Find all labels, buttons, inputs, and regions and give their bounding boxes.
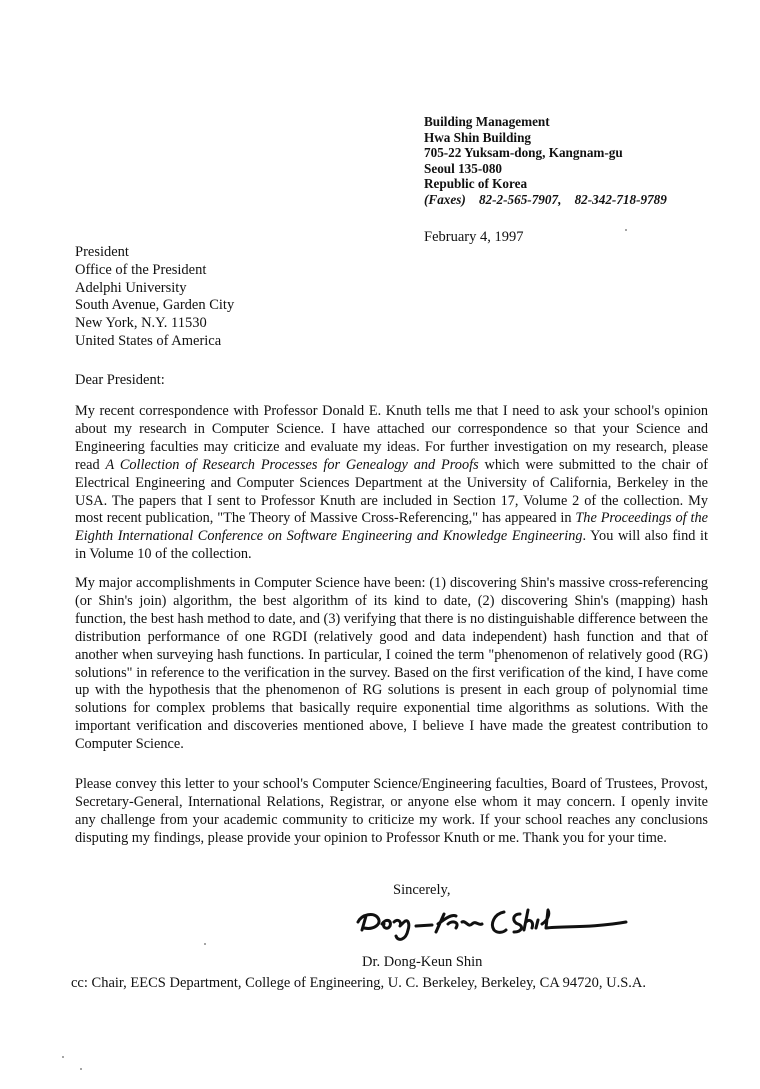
cc-line: cc: Chair, EECS Department, College of Engineering, U. C. Berkeley, Berkeley, CA 94720, U.S.A. [71, 975, 647, 991]
fax-label: (Faxes) [424, 191, 466, 207]
fax-number: 82-2-565-7907, [478, 191, 562, 207]
recipient-line: United States of America [75, 332, 222, 349]
recipient-line: Office of the President [75, 261, 207, 278]
scan-speck [204, 943, 206, 945]
paragraph-text: My recent correspondence with Professor Donald E. Knuth tells me that I need to ask your school's opinion about my research in Computer Science. I have attached our correspondence so that your Science and Engineering faculties may criticize and evaluate my ideas. For further investigation on my research, please read [75, 403, 708, 473]
recipient-line: Adelphi University [75, 279, 187, 296]
sender-line: Republic of Korea [424, 176, 528, 192]
sender-address-block [424, 114, 667, 208]
recipient-line: President [75, 244, 129, 260]
sender-line: Hwa Shin Building [424, 129, 532, 145]
recipient-address-block [75, 244, 234, 351]
salutation: Dear President: [75, 372, 165, 388]
scan-speck [80, 1068, 82, 1070]
handwritten-signature-icon [352, 900, 632, 948]
sender-fax-line [424, 192, 667, 208]
sender-line: Building Management [424, 114, 550, 129]
signer-name: Dr. Dong-Keun Shin [362, 954, 483, 970]
sender-line: 705-22 Yuksam-dong, Kangnam-gu [424, 145, 623, 161]
body-paragraph-3: Please convey this letter to your school's Computer Science/Engineering faculties, Board of Trustees, Provost, Secretary-General, International Relations, Registrar, or anyone else whom it may concern. I openly invite any challenge from your academic community to criticize my work. If your school reaches any conclusions disputing my findings, please provide your opinion to Professor Knuth or me. Thank you for your time. [75, 776, 708, 846]
scan-speck [625, 229, 627, 231]
publication-title: A Collection of Research Processes for Genealogy and Proofs [105, 456, 479, 473]
closing: Sincerely, [393, 882, 451, 898]
proceedings-title: The Proceedings of the Eighth International Conference on Software Engineering and Knowledge Engineering [75, 510, 708, 545]
paragraph-text: which were submitted to the chair of Electrical Engineering and Computer Sciences Department at the University of California, Berkeley in the USA. The papers that I sent to Professor Knuth are included in Section 17, Volume 2 of the collection. My most recent publication, "The Theory of Massive Cross-Referencing," has appeared in [75, 456, 708, 527]
scan-speck [62, 1056, 64, 1058]
body-paragraph-2: My major accomplishments in Computer Science have been: (1) discovering Shin's massive cross-referencing (or Shin's join) algorithm, the best algorithm of its kind to date, (2) discovering Shin's (mapping) hash function, the best hash method to date, and (3) verifying that there is no distinguishable difference between the distribution performance of one RGDI (relatively good and data independent) hash function and that of another when surveying hash functions. In particular, I coined the term "phenomenon of relatively good (RG) solutions" in reference to the verification in the survey. Based on the first verification of the kind, I have come up with the hypothesis that the phenomenon of RG solutions is present in each group of polynomial time solutions for complex problems that basically require exponential time algorithms as solutions. With the important verification and discoveries mentioned above, I believe I have made the greatest contribution to Computer Science. [75, 575, 708, 753]
recipient-line: New York, N.Y. 11530 [75, 315, 207, 332]
letter-date: February 4, 1997 [424, 229, 524, 245]
fax-number: 82-342-718-9789 [574, 191, 667, 207]
sender-line: Seoul 135-080 [424, 160, 503, 176]
body-paragraph-1 [75, 403, 708, 564]
paragraph-text: . You will also find it in Volume 10 of the collection. [75, 528, 708, 563]
recipient-line: South Avenue, Garden City [75, 297, 235, 314]
